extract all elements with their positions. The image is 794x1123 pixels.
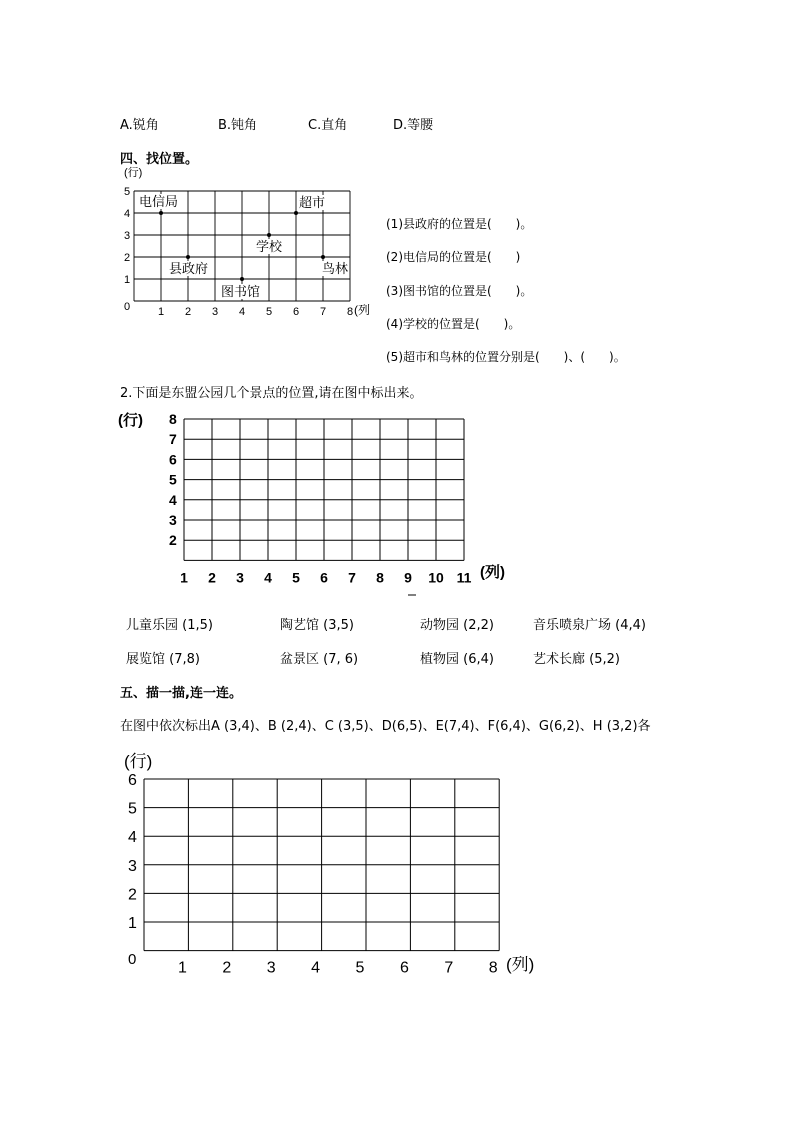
grid3-y-tick: 6	[128, 772, 137, 789]
grid2-y-tick: 2	[169, 532, 177, 549]
option-d: D.等腰	[393, 118, 434, 133]
question-3: (3)图书馆的位置是( )。	[386, 284, 533, 298]
place-dot	[321, 255, 325, 259]
grid2-x-tick: 7	[348, 569, 356, 586]
grid1-x-tick: 4	[239, 306, 246, 318]
grid1-y-unit: (行)	[124, 167, 143, 179]
grid1-x-unit: (列	[354, 303, 370, 317]
place-dot	[294, 211, 298, 215]
spot-fountain: 音乐喷泉广场 (4,4)	[533, 618, 646, 633]
grid2-y-tick: 8	[169, 411, 177, 427]
grid3-x-tick: 4	[311, 959, 321, 977]
grid3-y-tick: 5	[128, 800, 137, 818]
grid3-x-tick: 3	[266, 959, 276, 977]
grid3-x-tick: 8	[488, 959, 498, 977]
place-label: 超市	[299, 195, 326, 210]
grid1-x-tick: 1	[158, 306, 165, 318]
grid2-x-tick: 10	[428, 569, 444, 586]
grid2-x-tick: 5	[292, 569, 300, 586]
grid3-y-ticks	[128, 772, 137, 932]
grid3-figure	[118, 745, 558, 985]
place-dot	[186, 255, 190, 259]
grid1-y-tick: 2	[124, 252, 131, 264]
grid3-origin: 0	[128, 951, 137, 968]
section4-title: 四、找位置。	[120, 152, 199, 167]
grid3-lines	[144, 779, 499, 951]
grid2-x-tick: 6	[320, 569, 328, 586]
grid1-x-ticks	[158, 306, 353, 318]
grid1-origin: 0	[124, 301, 131, 313]
spot-children-park: 儿童乐园 (1,5)	[126, 618, 213, 633]
question-5: (5)超市和鸟林的位置分别是( )、( )。	[386, 350, 626, 364]
grid3-x-tick: 2	[222, 959, 232, 977]
spot-exhibition: 展览馆 (7,8)	[126, 652, 200, 667]
place-dot	[159, 211, 163, 215]
grid3-x-tick: 7	[444, 959, 454, 977]
grid3-x-unit: (列)	[506, 955, 535, 974]
grid2-x-tick: 2	[208, 569, 216, 586]
spot-pottery: 陶艺馆 (3,5)	[280, 618, 354, 633]
place-label: 图书馆	[221, 284, 261, 299]
grid1-x-tick: 8	[347, 306, 354, 318]
grid2-x-tick: 1	[180, 569, 188, 586]
option-a: A.锐角	[120, 118, 159, 133]
place-dot	[267, 233, 271, 237]
grid1-figure	[118, 163, 388, 323]
grid1-places	[138, 194, 349, 299]
grid2-x-unit: (列)	[480, 564, 505, 581]
grid2-y-tick: 5	[169, 471, 177, 488]
grid1-x-tick: 5	[266, 306, 273, 318]
spot-bonsai: 盆景区 (7, 6)	[280, 652, 359, 667]
grid1-x-tick: 7	[320, 306, 327, 318]
grid2-y-unit: (行)	[118, 412, 143, 429]
place-label: 鸟林	[322, 261, 349, 276]
grid2-lines	[184, 419, 464, 560]
q2-prompt: 2.下面是东盟公园几个景点的位置,请在图中标出来。	[120, 386, 423, 401]
grid1-x-tick: 2	[185, 306, 192, 318]
grid2-x-ticks	[180, 569, 472, 585]
section5-instruction: 在图中依次标出A (3,4)、B (2,4)、C (3,5)、D(6,5)、E(7,4)、F(6,4)、G(6,2)、H (3,2)各	[120, 719, 651, 734]
grid1-y-ticks	[124, 186, 130, 286]
grid2-y-ticks	[169, 411, 177, 548]
grid3-y-tick: 4	[128, 829, 137, 847]
grid3-x-tick: 5	[355, 959, 365, 977]
grid1-x-tick: 6	[293, 306, 300, 318]
grid2-x-tick: 11	[456, 569, 472, 586]
grid3-x-tick: 6	[399, 959, 409, 977]
grid1-y-tick: 3	[124, 230, 131, 242]
grid3-x-tick: 1	[177, 959, 187, 977]
grid2-y-tick: 6	[169, 451, 177, 468]
grid3-y-tick: 3	[128, 857, 137, 875]
grid3-y-unit: (行)	[124, 752, 153, 771]
grid2-x-tick: 4	[264, 569, 272, 586]
grid1-y-tick: 1	[124, 274, 131, 286]
question-4: (4)学校的位置是( )。	[386, 317, 521, 331]
grid2-y-tick: 3	[169, 512, 177, 528]
place-label: 学校	[256, 239, 283, 254]
spot-botanical: 植物园 (6,4)	[420, 652, 494, 667]
option-b: B.钝角	[218, 118, 258, 133]
grid2-y-tick: 4	[169, 491, 177, 508]
place-label: 电信局	[139, 194, 179, 209]
question-1: (1)县政府的位置是( )。	[386, 217, 533, 231]
grid1-x-tick: 3	[212, 306, 219, 318]
spot-zoo: 动物园 (2,2)	[420, 618, 494, 633]
place-dot	[240, 277, 244, 281]
grid2-x-tick: 8	[376, 569, 384, 586]
grid3-x-ticks	[178, 960, 498, 977]
place-label: 县政府	[169, 261, 209, 276]
grid2-x-tick: 3	[236, 569, 244, 586]
section5-title: 五、描一描,连一连。	[120, 686, 242, 701]
option-c: C.直角	[308, 118, 348, 133]
grid2-y-tick: 7	[169, 431, 177, 448]
grid2-x-tick: 9	[404, 569, 412, 586]
grid1-y-tick: 5	[124, 186, 131, 198]
grid1-y-tick: 4	[124, 208, 131, 220]
grid3-y-tick: 2	[128, 886, 137, 904]
grid2-figure	[116, 405, 536, 600]
grid3-y-tick: 1	[128, 915, 137, 932]
question-2: (2)电信局的位置是( )	[386, 250, 521, 264]
spot-art-gallery: 艺术长廊 (5,2)	[533, 652, 620, 667]
